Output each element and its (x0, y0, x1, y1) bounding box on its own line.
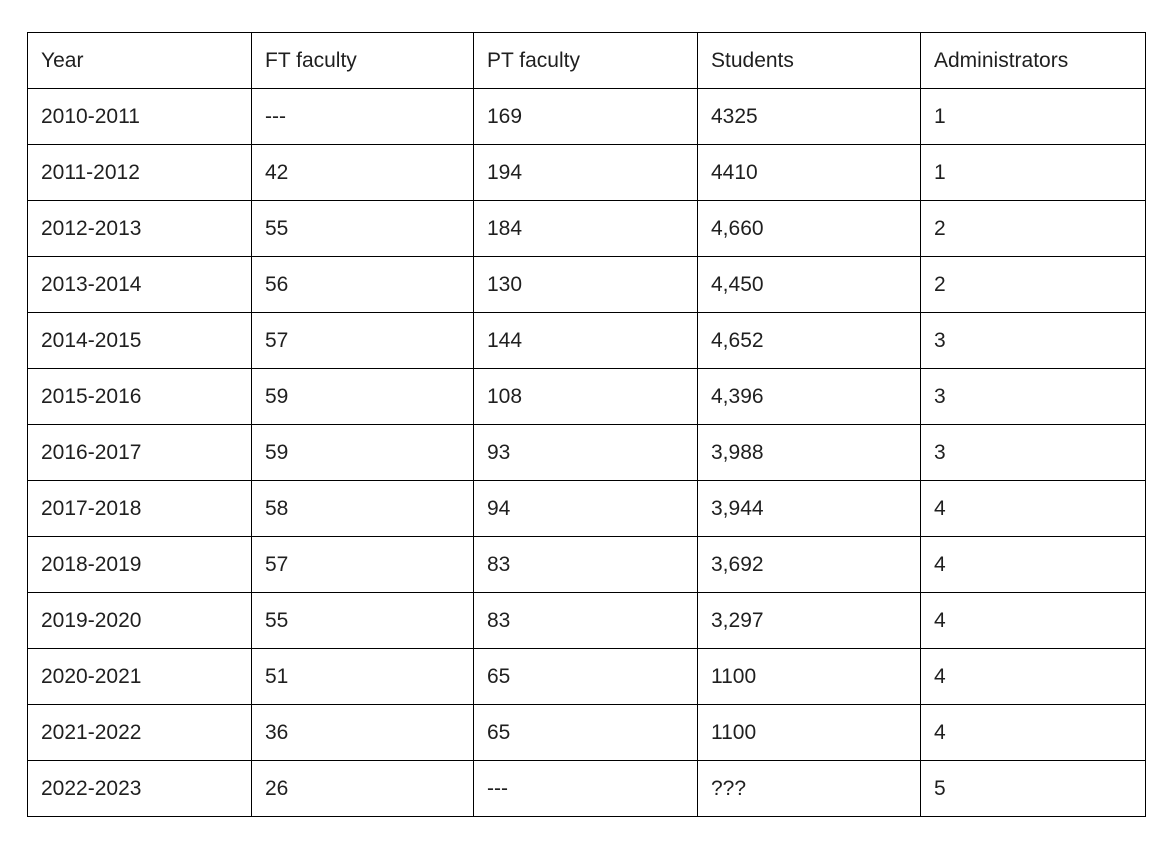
cell-pt-faculty: 184 (474, 201, 698, 257)
cell-ft-faculty: 51 (252, 649, 474, 705)
table-body (28, 89, 1146, 817)
cell-ft-faculty: 59 (252, 369, 474, 425)
staffing-table (27, 32, 1146, 817)
cell-pt-faculty: 194 (474, 145, 698, 201)
cell-ft-faculty: 42 (252, 145, 474, 201)
header-administrators: Administrators (921, 33, 1146, 89)
cell-administrators: 4 (921, 649, 1146, 705)
cell-students: 3,692 (698, 537, 921, 593)
cell-administrators: 1 (921, 89, 1146, 145)
table-header (28, 33, 1146, 89)
table-row (28, 313, 1146, 369)
cell-year: 2012-2013 (28, 201, 252, 257)
table-row (28, 369, 1146, 425)
cell-students: 3,297 (698, 593, 921, 649)
cell-pt-faculty: 93 (474, 425, 698, 481)
cell-ft-faculty: 58 (252, 481, 474, 537)
cell-year: 2021-2022 (28, 705, 252, 761)
cell-year: 2018-2019 (28, 537, 252, 593)
table-row (28, 481, 1146, 537)
cell-ft-faculty: 56 (252, 257, 474, 313)
table-row (28, 761, 1146, 817)
cell-students: 4,396 (698, 369, 921, 425)
cell-pt-faculty: 65 (474, 705, 698, 761)
cell-students: 4325 (698, 89, 921, 145)
cell-students: 3,988 (698, 425, 921, 481)
cell-year: 2016-2017 (28, 425, 252, 481)
table-row (28, 705, 1146, 761)
cell-administrators: 4 (921, 593, 1146, 649)
cell-administrators: 4 (921, 705, 1146, 761)
table-row (28, 537, 1146, 593)
cell-ft-faculty: 55 (252, 201, 474, 257)
cell-year: 2015-2016 (28, 369, 252, 425)
cell-students: 4,660 (698, 201, 921, 257)
cell-administrators: 1 (921, 145, 1146, 201)
cell-administrators: 4 (921, 537, 1146, 593)
cell-year: 2014-2015 (28, 313, 252, 369)
table-row (28, 145, 1146, 201)
cell-year: 2013-2014 (28, 257, 252, 313)
cell-ft-faculty: 57 (252, 537, 474, 593)
cell-pt-faculty: 144 (474, 313, 698, 369)
cell-ft-faculty: 26 (252, 761, 474, 817)
cell-pt-faculty: 83 (474, 593, 698, 649)
header-year: Year (28, 33, 252, 89)
table-row (28, 593, 1146, 649)
cell-year: 2022-2023 (28, 761, 252, 817)
cell-year: 2017-2018 (28, 481, 252, 537)
cell-administrators: 3 (921, 425, 1146, 481)
cell-pt-faculty: 65 (474, 649, 698, 705)
cell-students: 4,450 (698, 257, 921, 313)
cell-year: 2010-2011 (28, 89, 252, 145)
header-pt-faculty: PT faculty (474, 33, 698, 89)
cell-administrators: 2 (921, 257, 1146, 313)
cell-students: 3,944 (698, 481, 921, 537)
cell-year: 2019-2020 (28, 593, 252, 649)
cell-pt-faculty: 169 (474, 89, 698, 145)
cell-administrators: 4 (921, 481, 1146, 537)
cell-year: 2020-2021 (28, 649, 252, 705)
cell-pt-faculty: 108 (474, 369, 698, 425)
header-students: Students (698, 33, 921, 89)
cell-ft-faculty: 55 (252, 593, 474, 649)
cell-year: 2011-2012 (28, 145, 252, 201)
table-row (28, 201, 1146, 257)
cell-ft-faculty: 59 (252, 425, 474, 481)
cell-students: 1100 (698, 705, 921, 761)
cell-pt-faculty: 83 (474, 537, 698, 593)
cell-administrators: 3 (921, 369, 1146, 425)
cell-students: 1100 (698, 649, 921, 705)
header-row (28, 33, 1146, 89)
cell-pt-faculty: 94 (474, 481, 698, 537)
table-row (28, 257, 1146, 313)
cell-administrators: 3 (921, 313, 1146, 369)
cell-ft-faculty: --- (252, 89, 474, 145)
table-row (28, 89, 1146, 145)
cell-administrators: 2 (921, 201, 1146, 257)
cell-ft-faculty: 57 (252, 313, 474, 369)
cell-students: 4,652 (698, 313, 921, 369)
table-row (28, 425, 1146, 481)
table-row (28, 649, 1146, 705)
header-ft-faculty: FT faculty (252, 33, 474, 89)
cell-pt-faculty: --- (474, 761, 698, 817)
cell-students: 4410 (698, 145, 921, 201)
cell-administrators: 5 (921, 761, 1146, 817)
cell-students: ??? (698, 761, 921, 817)
cell-ft-faculty: 36 (252, 705, 474, 761)
cell-pt-faculty: 130 (474, 257, 698, 313)
